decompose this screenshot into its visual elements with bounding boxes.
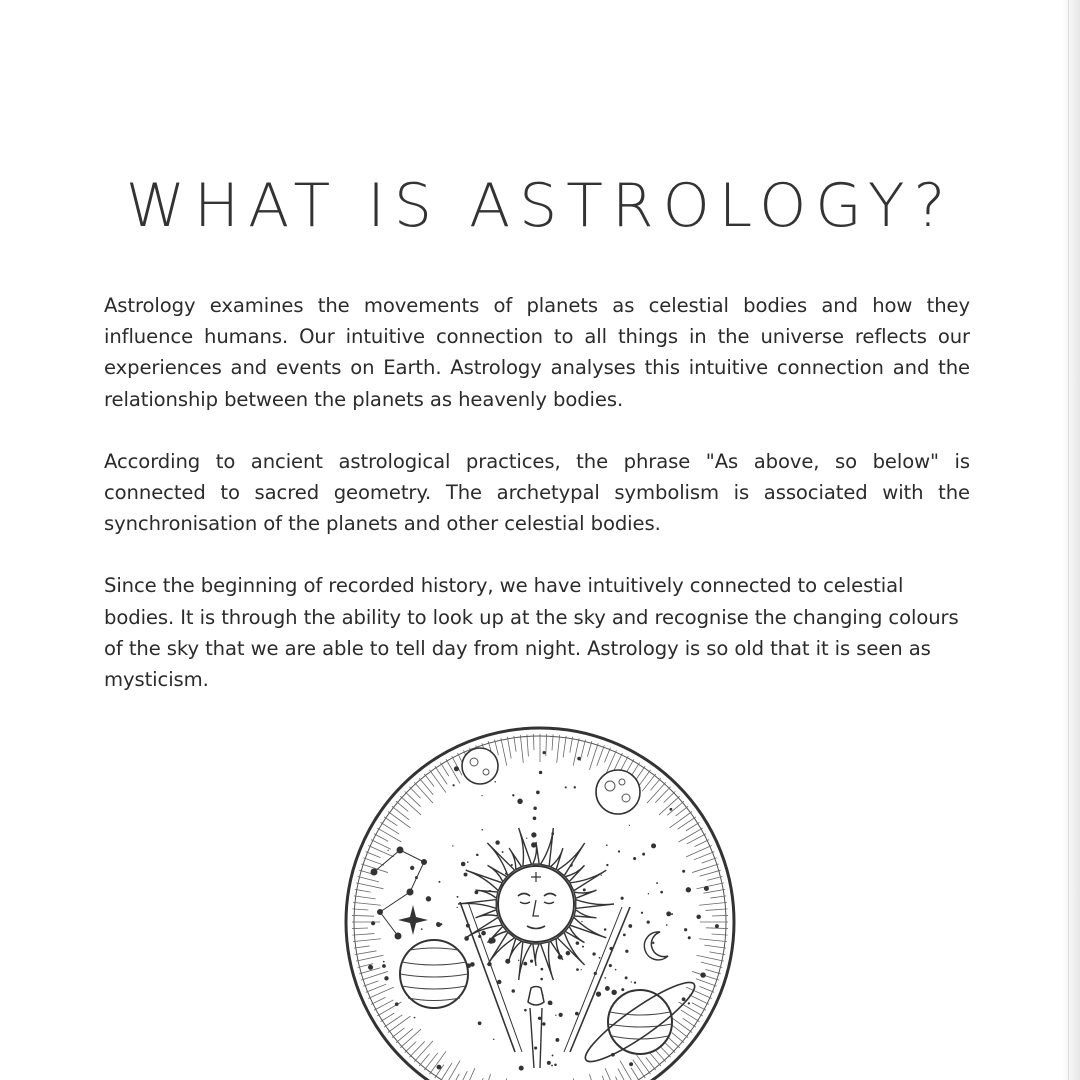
star-dot (615, 969, 617, 971)
sun-ray (557, 843, 584, 876)
star-dot (651, 843, 656, 848)
rim-hatch-line (633, 1060, 645, 1078)
star-dot (621, 988, 624, 991)
rim-hatch-line (557, 735, 560, 763)
star-dot (628, 924, 632, 928)
star-dot (601, 875, 602, 876)
star-dot (715, 924, 719, 928)
star-dot (554, 1063, 557, 1066)
rim-hatch-line (409, 1041, 424, 1057)
rim-hatch-line (358, 877, 379, 882)
rim-hatch-line (405, 1041, 417, 1052)
rim-hatch-line (702, 858, 717, 863)
sun-ray (576, 900, 614, 909)
rim-hatch-line (435, 766, 447, 784)
rim-hatch-line (710, 896, 726, 898)
rim-hatch-line (618, 1069, 628, 1080)
rim-hatch-line (695, 840, 709, 847)
rim-hatch-line (672, 1033, 684, 1043)
star-dot (604, 928, 607, 931)
star-dot (518, 960, 519, 961)
star-dot (605, 986, 610, 991)
star-dot (511, 989, 515, 993)
star-dot (481, 829, 483, 831)
rim-hatch-line (659, 1046, 670, 1058)
rim-hatch-line (355, 951, 377, 955)
rim-hatch-line (573, 738, 579, 765)
star-dot (682, 870, 685, 873)
sun-ray (509, 939, 521, 960)
star-dot (566, 951, 570, 955)
rim-hatch-line (678, 817, 696, 829)
star-dot (592, 952, 595, 955)
star-dot (656, 882, 658, 884)
star-dot (634, 982, 636, 984)
star-dot (623, 933, 626, 936)
rim-hatch-line (706, 909, 728, 911)
rim-hatch-line (597, 745, 605, 766)
star-dot (599, 957, 601, 959)
rim-hatch-line (377, 828, 401, 842)
rim-hatch-line (533, 734, 534, 750)
star-dot (453, 784, 455, 786)
body-text (104, 290, 970, 726)
rim-hatch-line (363, 858, 384, 866)
paragraph-2: According to ancient astrological practices, the phrase "As above, so below" is connected to sacred geometry. The archetypal symbolism is associated with the synchronisation of the planets and other celestial bodies. (104, 449, 970, 536)
star-dot (666, 924, 668, 926)
star-dot (382, 964, 386, 968)
crescent-moon-icon (644, 932, 668, 960)
star-dot (368, 965, 373, 970)
rim-hatch-line (683, 1018, 696, 1027)
star-dot (543, 751, 546, 754)
star-dot (464, 873, 468, 877)
star-dot (555, 1038, 559, 1042)
rim-hatch-line (452, 1074, 460, 1080)
page-edge (1062, 0, 1080, 1080)
rim-hatch-line (353, 902, 381, 905)
rim-hatch-line (631, 1068, 639, 1080)
star-dot (547, 1061, 551, 1065)
star-dot (621, 897, 624, 900)
star-dot (559, 1013, 563, 1017)
star-dot (618, 850, 620, 852)
sun-ray (487, 932, 514, 965)
rim-hatch-line (400, 1029, 421, 1048)
rim-hatch-line (356, 883, 383, 889)
star-dot (641, 912, 643, 914)
star-dot (495, 840, 499, 844)
rim-hatch-line (621, 756, 629, 770)
star-dot (647, 920, 650, 923)
rim-hatch-line (527, 734, 529, 756)
star-dot (609, 964, 612, 967)
rim-hatch-line (605, 1068, 616, 1080)
rim-hatch-line (424, 1053, 438, 1070)
rim-hatch-line (356, 955, 383, 961)
star-dot (533, 807, 537, 811)
rim-hatch-line (424, 774, 434, 787)
rim-hatch-line (366, 984, 386, 992)
rim-hatch-line (388, 1016, 411, 1032)
rim-hatch-line (368, 846, 394, 857)
star-dot (436, 922, 440, 926)
star-dot (606, 844, 608, 846)
rim-hatch-line (396, 801, 408, 811)
star-dot (457, 896, 459, 898)
star-dot (696, 915, 701, 920)
sun-ray (574, 890, 596, 898)
star-dot (625, 976, 628, 979)
star-dot (533, 816, 537, 820)
star-dot (414, 1017, 416, 1019)
star-dot (704, 886, 709, 891)
rim-hatch-line (366, 852, 381, 858)
rim-hatch-line (464, 1068, 475, 1080)
rim-hatch-line (501, 738, 507, 765)
rim-hatch-line (692, 1003, 706, 1011)
rim-hatch-line (400, 796, 421, 815)
rim-hatch-line (405, 791, 421, 806)
rim-hatch-line (446, 759, 460, 783)
star-dot (642, 853, 645, 856)
rim-hatch-line (681, 1010, 700, 1022)
rim-hatch-line (676, 806, 689, 816)
star-dot (629, 1062, 633, 1066)
star-dot (526, 838, 527, 839)
star-dot (517, 799, 522, 804)
sun-ray (476, 890, 498, 898)
rim-hatch-line (667, 801, 684, 815)
sun-ray (519, 942, 532, 980)
rim-hatch-line (563, 736, 566, 758)
rim-hatch-line (587, 741, 591, 756)
star-dot (549, 1002, 552, 1005)
rim-hatch-line (381, 1013, 395, 1021)
sun-ray (550, 848, 562, 869)
star-dot (596, 991, 601, 996)
rim-hatch-line (429, 1051, 445, 1074)
rim-hatch-line (440, 763, 448, 777)
star-dot (581, 921, 582, 922)
sun-ray (574, 910, 596, 918)
star-dot (666, 911, 671, 916)
star-dot (700, 972, 705, 977)
sun-ray (476, 910, 498, 918)
star-dot (574, 786, 576, 788)
left-planet-icon (400, 940, 468, 1008)
rim-hatch-line (699, 986, 714, 992)
star-dot (437, 1065, 442, 1070)
star-dot (502, 851, 504, 853)
rim-hatch-line (414, 782, 433, 803)
rim-hatch-line (355, 889, 371, 892)
star-dot (576, 968, 579, 971)
star-dot (383, 961, 385, 963)
star-dot (531, 832, 536, 837)
sun-ray (519, 828, 532, 866)
rim-hatch-line (354, 896, 376, 899)
star-dot (539, 771, 542, 774)
cratered-moon-icon (596, 770, 640, 814)
star-dot (410, 866, 414, 870)
star-dot (688, 936, 691, 939)
rim-hatch-line (514, 736, 516, 752)
star-dot (387, 850, 388, 851)
rim-hatch-line (694, 852, 714, 860)
sun-ray (557, 932, 584, 965)
rim-hatch-line (671, 1024, 688, 1038)
rim-hatch-line (646, 1058, 656, 1071)
star-dot (684, 928, 687, 931)
celestial-sun-illustration (340, 722, 740, 1080)
rim-hatch-line (696, 979, 717, 987)
rim-hatch-line (352, 934, 374, 936)
rim-hatch-line (388, 811, 411, 827)
star-dot (371, 921, 375, 925)
sun-ray (533, 944, 539, 966)
rim-hatch-line (659, 796, 680, 815)
rim-hatch-line (507, 737, 511, 759)
constellation-icon (371, 847, 427, 939)
rim-hatch-line (429, 770, 445, 793)
rim-hatch-line (353, 939, 381, 942)
rim-hatch-line (371, 997, 385, 1004)
rim-hatch-line (664, 791, 676, 802)
rim-hatch-line (352, 928, 368, 929)
star-dot (551, 1065, 553, 1067)
rim-hatch-line (580, 740, 585, 761)
rim-hatch-line (414, 1041, 433, 1062)
star-dot (467, 861, 469, 863)
rim-hatch-line (374, 834, 388, 842)
rim-hatch-line (392, 806, 409, 820)
paragraph-3: Since the beginning of recorded history, we have intuitively connected to celestial bodies. It is through the ability to look up at the sky and recognise the changing colours of the sky that we are able to tell day from night. Astrology is so old that it is seen as mysticism. (104, 574, 959, 692)
star-dot (660, 891, 663, 894)
star-dot (625, 950, 628, 953)
paragraph-1: Astrology examines the movements of planets as celestial bodies and how they influence humans. Our intuitive connection to all things in the universe reflects our experiences and events on Earth. Astrology analyses this intuitive connection and the relationship between the planets as heavenly bodies. (104, 294, 970, 411)
star-dot (426, 896, 431, 901)
rim-hatch-line (651, 778, 661, 790)
star-dot (671, 913, 673, 915)
rim-hatch-line (381, 822, 400, 834)
rim-hatch-line (707, 877, 723, 881)
rim-hatch-line (705, 969, 720, 973)
star-dot (440, 923, 442, 925)
rim-hatch-line (636, 766, 645, 779)
star-dot (457, 907, 458, 908)
star-dot (454, 766, 459, 771)
star-dot (523, 962, 527, 966)
star-dot (481, 931, 486, 936)
star-dot (631, 981, 632, 982)
star-dot (540, 978, 543, 981)
star-dot (577, 757, 581, 761)
star-dot (524, 1009, 527, 1012)
rim-hatch-line (546, 734, 547, 756)
star-dot (421, 928, 423, 930)
rim-hatch-line (697, 955, 724, 961)
star-dot (395, 1002, 399, 1006)
rim-hatch-line (655, 787, 670, 803)
chalice-icon (528, 987, 544, 1006)
small-moon-icon (462, 748, 498, 784)
rim-hatch-line (384, 817, 397, 826)
rim-hatch-line (686, 822, 700, 830)
star-dot (552, 1055, 554, 1057)
rim-hatch-line (392, 1028, 405, 1038)
star-dot (604, 977, 606, 979)
rim-hatch-line (692, 864, 719, 873)
star-dot (582, 946, 584, 948)
star-dot (542, 1022, 545, 1025)
celestial-sun-icon (340, 722, 740, 1080)
star-dot (581, 969, 582, 970)
star-dot (629, 825, 630, 826)
rim-hatch-line (712, 915, 728, 916)
star-dot (682, 997, 686, 1001)
star-dot (555, 1015, 556, 1016)
rim-hatch-line (458, 1071, 468, 1080)
star-dot (611, 990, 616, 995)
rim-hatch-line (419, 778, 433, 795)
star-dot (633, 857, 636, 860)
rim-hatch-line (679, 828, 703, 842)
rim-hatch-line (352, 915, 374, 916)
page-title: WHAT IS ASTROLOGY? (125, 171, 955, 241)
rim-hatch-line (704, 945, 726, 948)
star-dot (530, 960, 533, 963)
rim-hatch-line (589, 1074, 598, 1080)
rim-hatch-line (709, 952, 725, 955)
rim-hatch-line (354, 946, 370, 948)
star-dot (494, 781, 496, 783)
star-dot (669, 808, 672, 811)
star-dot (606, 864, 608, 866)
rim-hatch-line (686, 846, 712, 857)
rim-hatch-line (669, 811, 692, 827)
rim-hatch-line (699, 939, 727, 942)
rim-hatch-line (700, 870, 721, 876)
star-dot (576, 941, 580, 945)
rim-hatch-line (363, 981, 378, 986)
star-dot (519, 1066, 524, 1071)
rim-hatch-line (642, 774, 656, 791)
rim-hatch-line (368, 987, 394, 998)
star-dot (688, 1002, 690, 1004)
star-dot (438, 881, 440, 883)
star-dot (476, 854, 479, 857)
star-dot (512, 794, 514, 796)
rim-hatch-line (384, 1015, 402, 1027)
rim-hatch-line (419, 1054, 429, 1066)
rim-hatch-line (647, 782, 666, 803)
star-dot (452, 845, 453, 846)
star-dot (583, 888, 586, 891)
rim-hatch-line (495, 740, 499, 756)
star-dot (686, 887, 691, 892)
sparkle-star-icon (398, 905, 428, 935)
star-dot (648, 893, 649, 894)
rim-hatch-line (615, 1077, 622, 1080)
rim-hatch-line (396, 1029, 413, 1043)
star-dot (538, 1017, 541, 1020)
rim-hatch-line (697, 883, 724, 889)
rim-hatch-line (520, 735, 523, 763)
star-dot (565, 786, 567, 788)
star-dot (652, 942, 654, 944)
star-dot (536, 791, 540, 795)
star-dot (384, 976, 388, 980)
rim-hatch-line (604, 748, 610, 763)
rim-hatch-line (570, 737, 573, 753)
sun-ray (458, 900, 496, 909)
star-dot (461, 862, 466, 867)
sun-ray (541, 942, 554, 980)
star-dot (540, 968, 543, 971)
star-dot (534, 1047, 537, 1050)
star-dot (478, 1021, 482, 1025)
rim-hatch-line (701, 962, 722, 967)
star-dot (481, 795, 482, 796)
sun-ray (487, 843, 514, 876)
star-dot (493, 1039, 494, 1040)
rim-hatch-line (409, 787, 420, 799)
rim-hatch-line (361, 971, 388, 980)
rim-hatch-line (699, 902, 727, 905)
star-dot (575, 1012, 579, 1016)
